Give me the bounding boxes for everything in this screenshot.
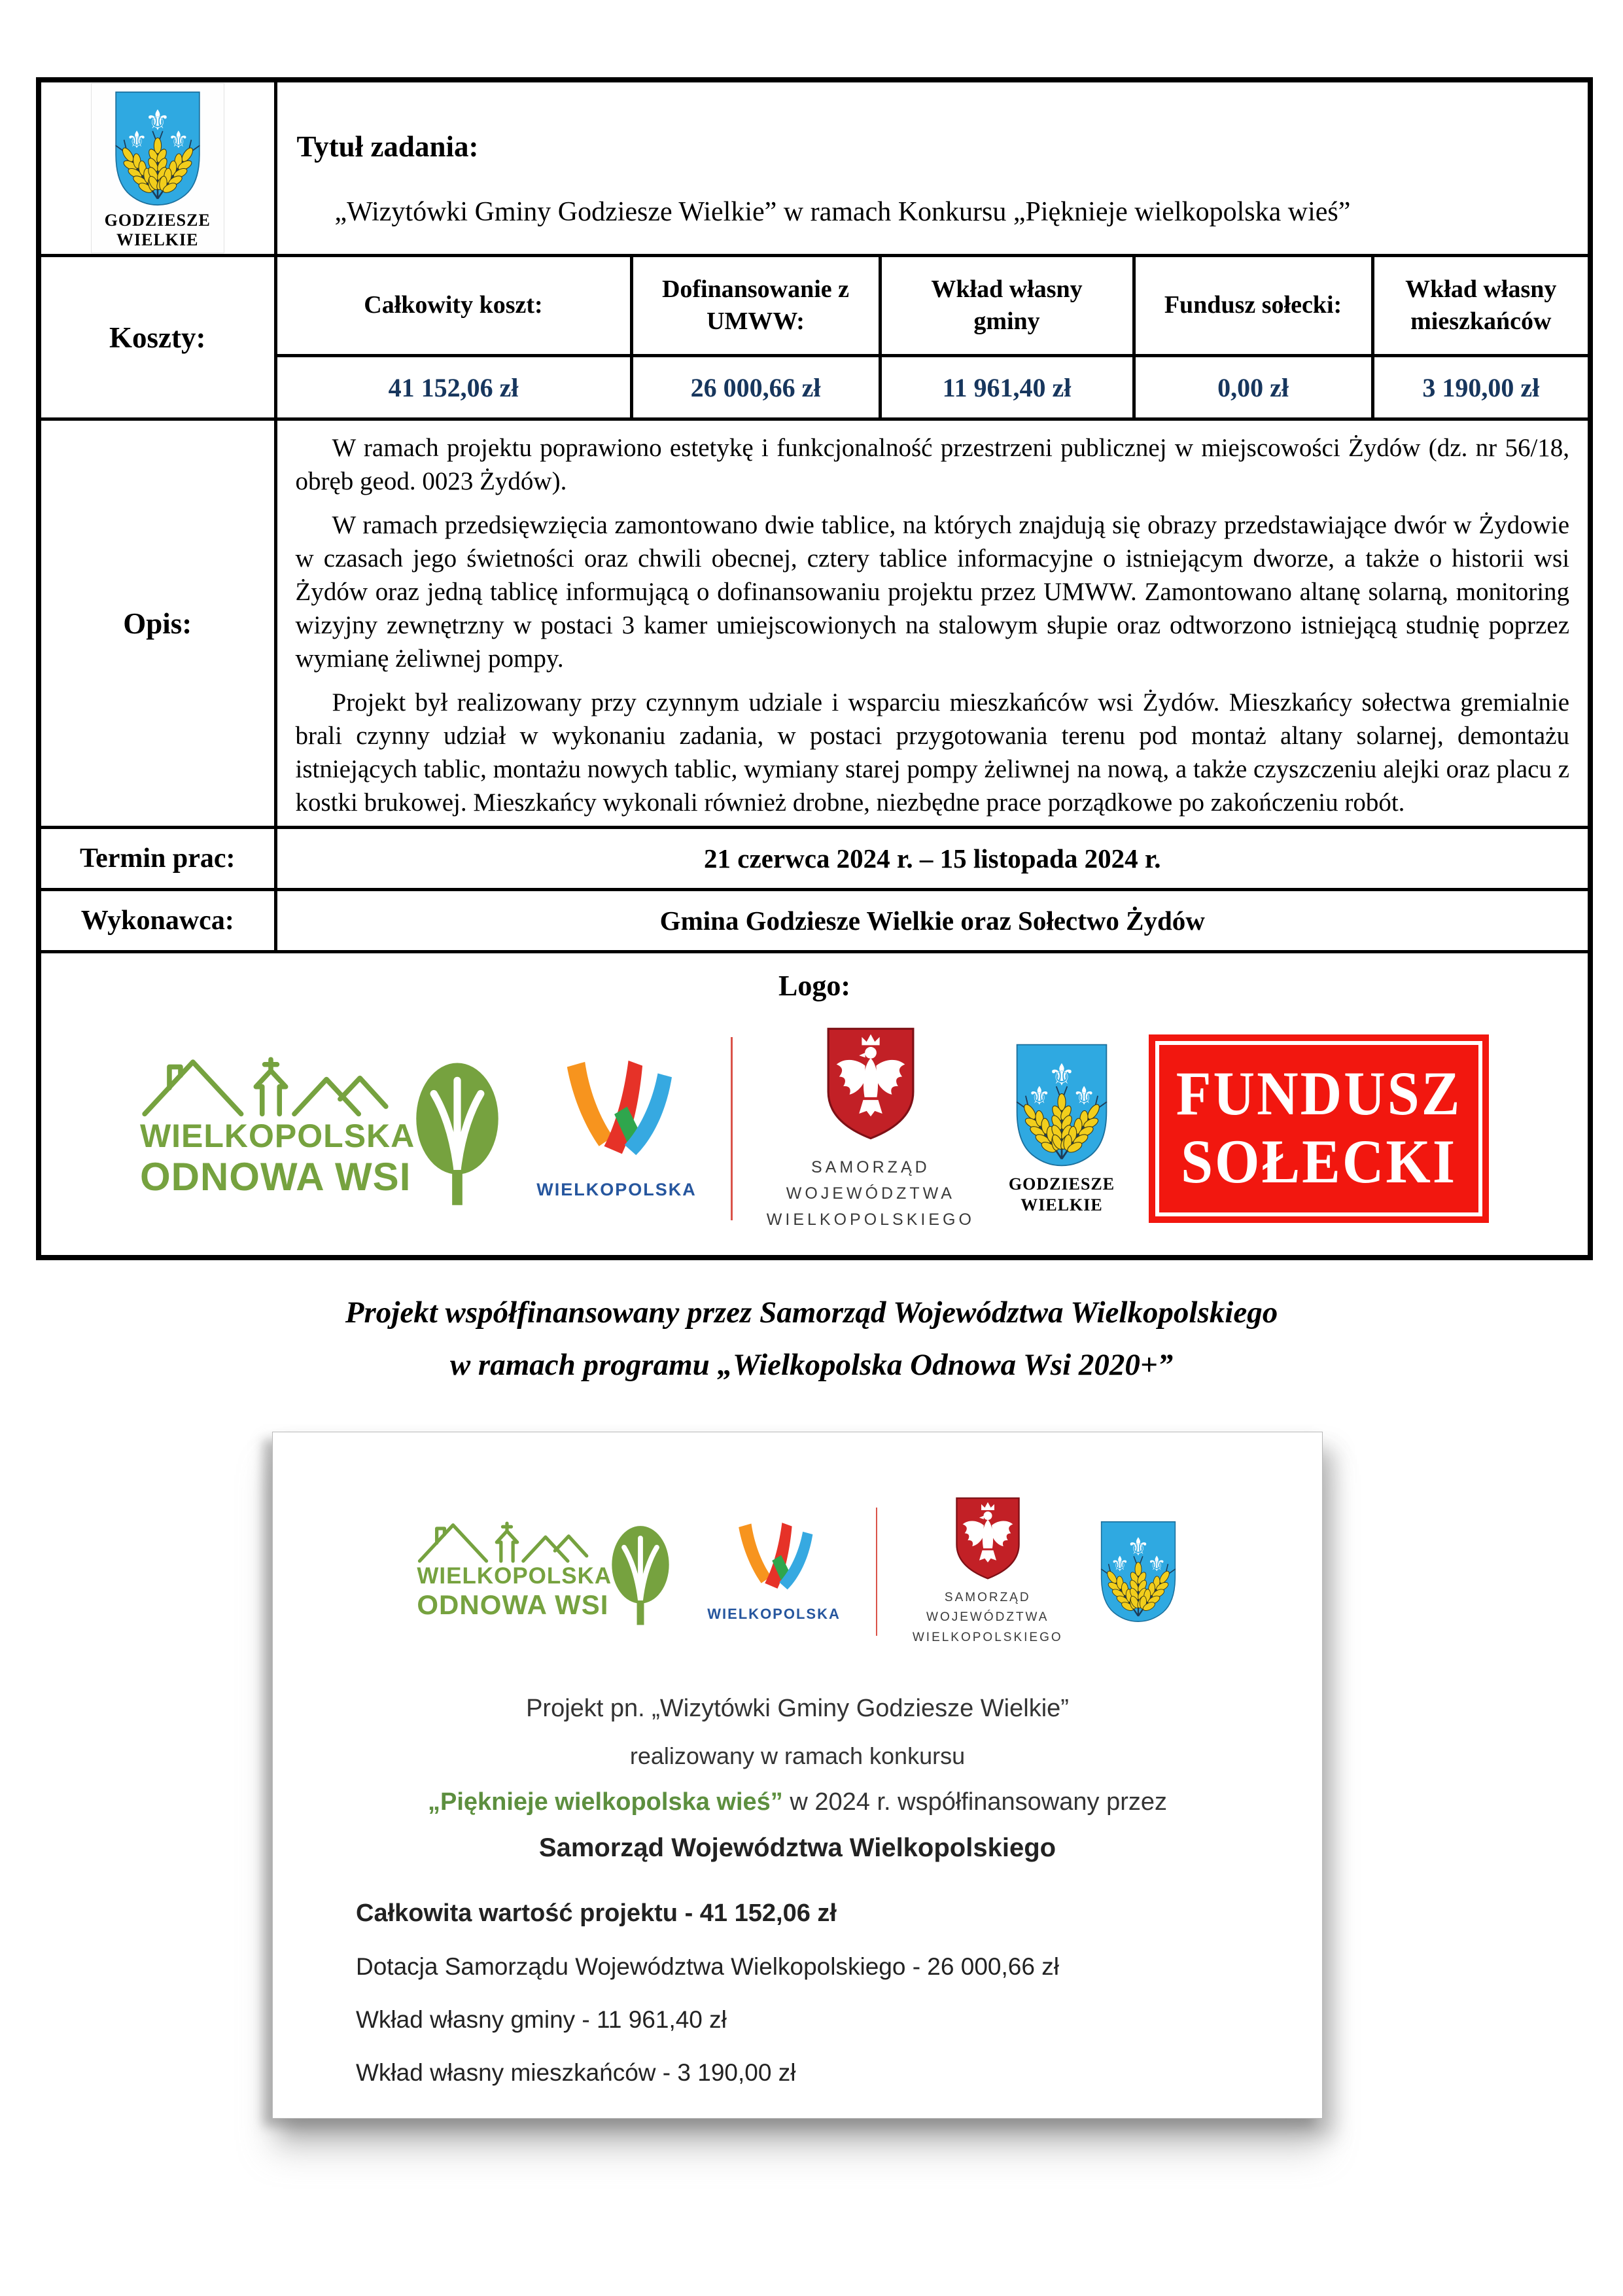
wow-logo-line2: ODNOWA WSI [139, 1154, 411, 1199]
plaque-logo-strip [273, 1432, 1322, 1648]
w-brushstroke-icon [729, 1521, 819, 1598]
termin-row [39, 828, 1590, 890]
opis-cell [275, 419, 1590, 828]
cost-header-total: Całkowity koszt: [275, 256, 631, 356]
opis-row [39, 419, 1590, 828]
godziesze-caption-line2: WIELKIE [1021, 1195, 1103, 1214]
funding-plaque-image [272, 1432, 1323, 2119]
godziesze-crest-icon [1013, 1042, 1110, 1169]
godziesze-wielkie-logo [1098, 1519, 1178, 1624]
godziesze-crest [91, 83, 224, 253]
godziesze-wielkie-logo [1009, 1042, 1115, 1216]
cost-header-umww: Dofinansowanie z UMWW: [631, 256, 880, 356]
samorzad-caption-line2: WOJEWÓDZTWA [786, 1184, 955, 1203]
opis-paragraph: W ramach przedsięwzięcia zamontowano dwie tablice, na których znajdują się obrazy przedstawiające dwór w Żydowie w czasach jego świetności oraz chwili obecnej, cztery tablice informacyjne o istniejącym dworze, a także o historii wsi Żydów oraz jedną tablicę informującą o dofinansowaniu projektu przez UMWW. Zamontowano altanę solarną, monitoring wizyjny zewnętrzny w postaci 3 kamer umiejscowionych na stalowym słupie oraz odtworzono istniejącą studnię poprzez wymianę żeliwnej pompy. [295, 511, 1570, 673]
plaque-competition-rest: w 2024 r. współfinansowany przez [782, 1788, 1167, 1816]
godziesze-crest-caption [105, 211, 211, 250]
fundusz-solecki-logo [1149, 1034, 1489, 1223]
title-cell [275, 80, 1590, 256]
logo-divider-line [731, 1037, 733, 1220]
koszty-label: Koszty: [39, 256, 275, 419]
rooftops-icon [417, 1517, 597, 1564]
wykonawca-row [39, 890, 1590, 952]
plaque-competition-line [273, 1788, 1322, 1816]
godziesze-crest-cell [39, 80, 275, 256]
plaque-cost-item: Całkowita wartość projektu - 41 152,06 zł [356, 1899, 837, 1928]
funding-note-line1: Projekt współfinansowany przez Samorząd Województwa Wielkopolskiego [345, 1296, 1278, 1330]
samorzad-caption-line3: WIELKOPOLSKIEGO [912, 1630, 1063, 1644]
wow-logo-line1: WIELKOPOLSKA [417, 1563, 612, 1589]
godziesze-logo-caption [1009, 1174, 1115, 1216]
samorzad-caption [913, 1588, 1063, 1648]
samorzad-caption-line2: WOJEWÓDZTWA [926, 1610, 1049, 1625]
eagle-crest-icon [952, 1495, 1023, 1581]
plaque-cost-item: Wkład własny gminy - 11 961,40 zł [356, 2006, 727, 2034]
wow-logo-line1: WIELKOPOLSKA [139, 1118, 415, 1154]
title-label: Tytuł zadania: [296, 130, 479, 163]
samorzad-caption-line3: WIELKOPOLSKIEGO [766, 1210, 975, 1229]
wykonawca-value: Gmina Godziesze Wielkie oraz Sołectwo Żydów [275, 890, 1590, 952]
godziesze-crest-icon [1098, 1519, 1178, 1624]
tree-icon [609, 1524, 672, 1626]
plaque-funder-name: Samorząd Województwa Wielkopolskiego [538, 1833, 1056, 1863]
wielkopolska-odnowa-wsi-logo [417, 1517, 672, 1626]
cost-value-umww: 26 000,66 zł [631, 356, 880, 419]
tree-icon [412, 1060, 502, 1207]
cost-header-row [39, 256, 1590, 356]
plaque-cost-list [356, 1899, 1322, 2087]
crest-caption-line1: GODZIESZE [104, 211, 211, 230]
eagle-crest-icon [822, 1025, 919, 1142]
fundusz-line1: FUNDUSZ [1176, 1060, 1462, 1129]
plaque-cost-item: Wkład własny mieszkańców - 3 190,00 zł [356, 2059, 796, 2087]
wow-logo-line2: ODNOWA WSI [417, 1589, 609, 1621]
samorzad-caption [767, 1154, 975, 1233]
cost-value-total: 41 152,06 zł [275, 356, 631, 419]
cost-value-fundusz: 0,00 zł [1134, 356, 1372, 419]
crest-caption-line2: WIELKIE [116, 230, 199, 249]
project-info-table [36, 77, 1593, 1260]
title-row [39, 80, 1590, 256]
funding-note-line2: w ramach programu „Wielkopolska Odnowa Wsi 2020+” [449, 1348, 1174, 1382]
cost-header-mieszkancy: Wkład własny mieszkańców [1372, 256, 1590, 356]
logo-section-label: Logo: [778, 970, 851, 1002]
wykonawca-label: Wykonawca: [39, 890, 275, 952]
cost-value-mieszkancy: 3 190,00 zł [1372, 356, 1590, 419]
plaque-cost-item: Dotacja Samorządu Województwa Wielkopolskiego - 26 000,66 zł [356, 1953, 1059, 1981]
samorzad-wojewodztwa-logo [913, 1495, 1063, 1648]
wielkopolska-brand-logo [707, 1521, 841, 1623]
fundusz-line2: SOŁECKI [1181, 1128, 1457, 1197]
opis-paragraph: Projekt był realizowany przy czynnym udziale i wsparciu mieszkańców wsi Żydów. Mieszkańcy sołectwa gremialnie brali czynny udział w wykonaniu zadania, w postaci przygotowania terenu pod montaż altany solarnej, demontażu istniejących tablic, montażu nowych tablic, wymiany starej pompy żeliwnej na nową, a także czyszczeniu alejki oraz placu z kostki brukowej. Mieszkańcy wykonali również drobne, niezbędne prace porządkowe po zakończeniu robót. [295, 688, 1570, 817]
cost-header-gmina: Wkład własny gminy [880, 256, 1134, 356]
plaque-competition-name: „Pięknieje wielkopolska wieś” [427, 1788, 783, 1816]
godziesze-crest-icon [113, 89, 203, 208]
opis-paragraph: W ramach projektu poprawiono estetykę i funkcjonalność przestrzeni publicznej w miejscowości Żydów (dz. nr 56/18, obręb geod. 0023 Żydów). [295, 434, 1570, 495]
wielkopolska-odnowa-wsi-logo [140, 1051, 502, 1207]
logo-cell [39, 952, 1590, 1258]
samorzad-wojewodztwa-logo [767, 1025, 975, 1233]
termin-label: Termin prac: [39, 828, 275, 890]
opis-label: Opis: [39, 419, 275, 828]
wielkopolska-caption: WIELKOPOLSKA [536, 1179, 697, 1199]
funding-note [0, 1286, 1623, 1391]
wielkopolska-caption: WIELKOPOLSKA [707, 1605, 841, 1622]
samorzad-caption-line1: SAMORZĄD [944, 1591, 1031, 1604]
title-text: „Wizytówki Gminy Godziesze Wielkie” w ramach Konkursu „Pięknieje wielkopolska wieś” [334, 197, 1351, 227]
plaque-project-title: Projekt pn. „Wizytówki Gminy Godziesze Wielkie” [526, 1695, 1069, 1723]
wielkopolska-brand-logo [536, 1058, 697, 1200]
termin-value: 21 czerwca 2024 r. – 15 listopada 2024 r. [275, 828, 1590, 890]
cost-header-fundusz: Fundusz sołecki: [1134, 256, 1372, 356]
cost-value-gmina: 11 961,40 zł [880, 356, 1134, 419]
logo-row [39, 952, 1590, 1258]
w-brushstroke-icon [553, 1058, 681, 1167]
logo-strip [54, 1025, 1575, 1233]
plaque-subtitle: realizowany w ramach konkursu [629, 1742, 966, 1770]
godziesze-caption-line1: GODZIESZE [1008, 1174, 1115, 1193]
samorzad-caption-line1: SAMORZĄD [811, 1158, 930, 1176]
rooftops-icon [140, 1051, 402, 1119]
logo-divider-line [876, 1508, 877, 1636]
